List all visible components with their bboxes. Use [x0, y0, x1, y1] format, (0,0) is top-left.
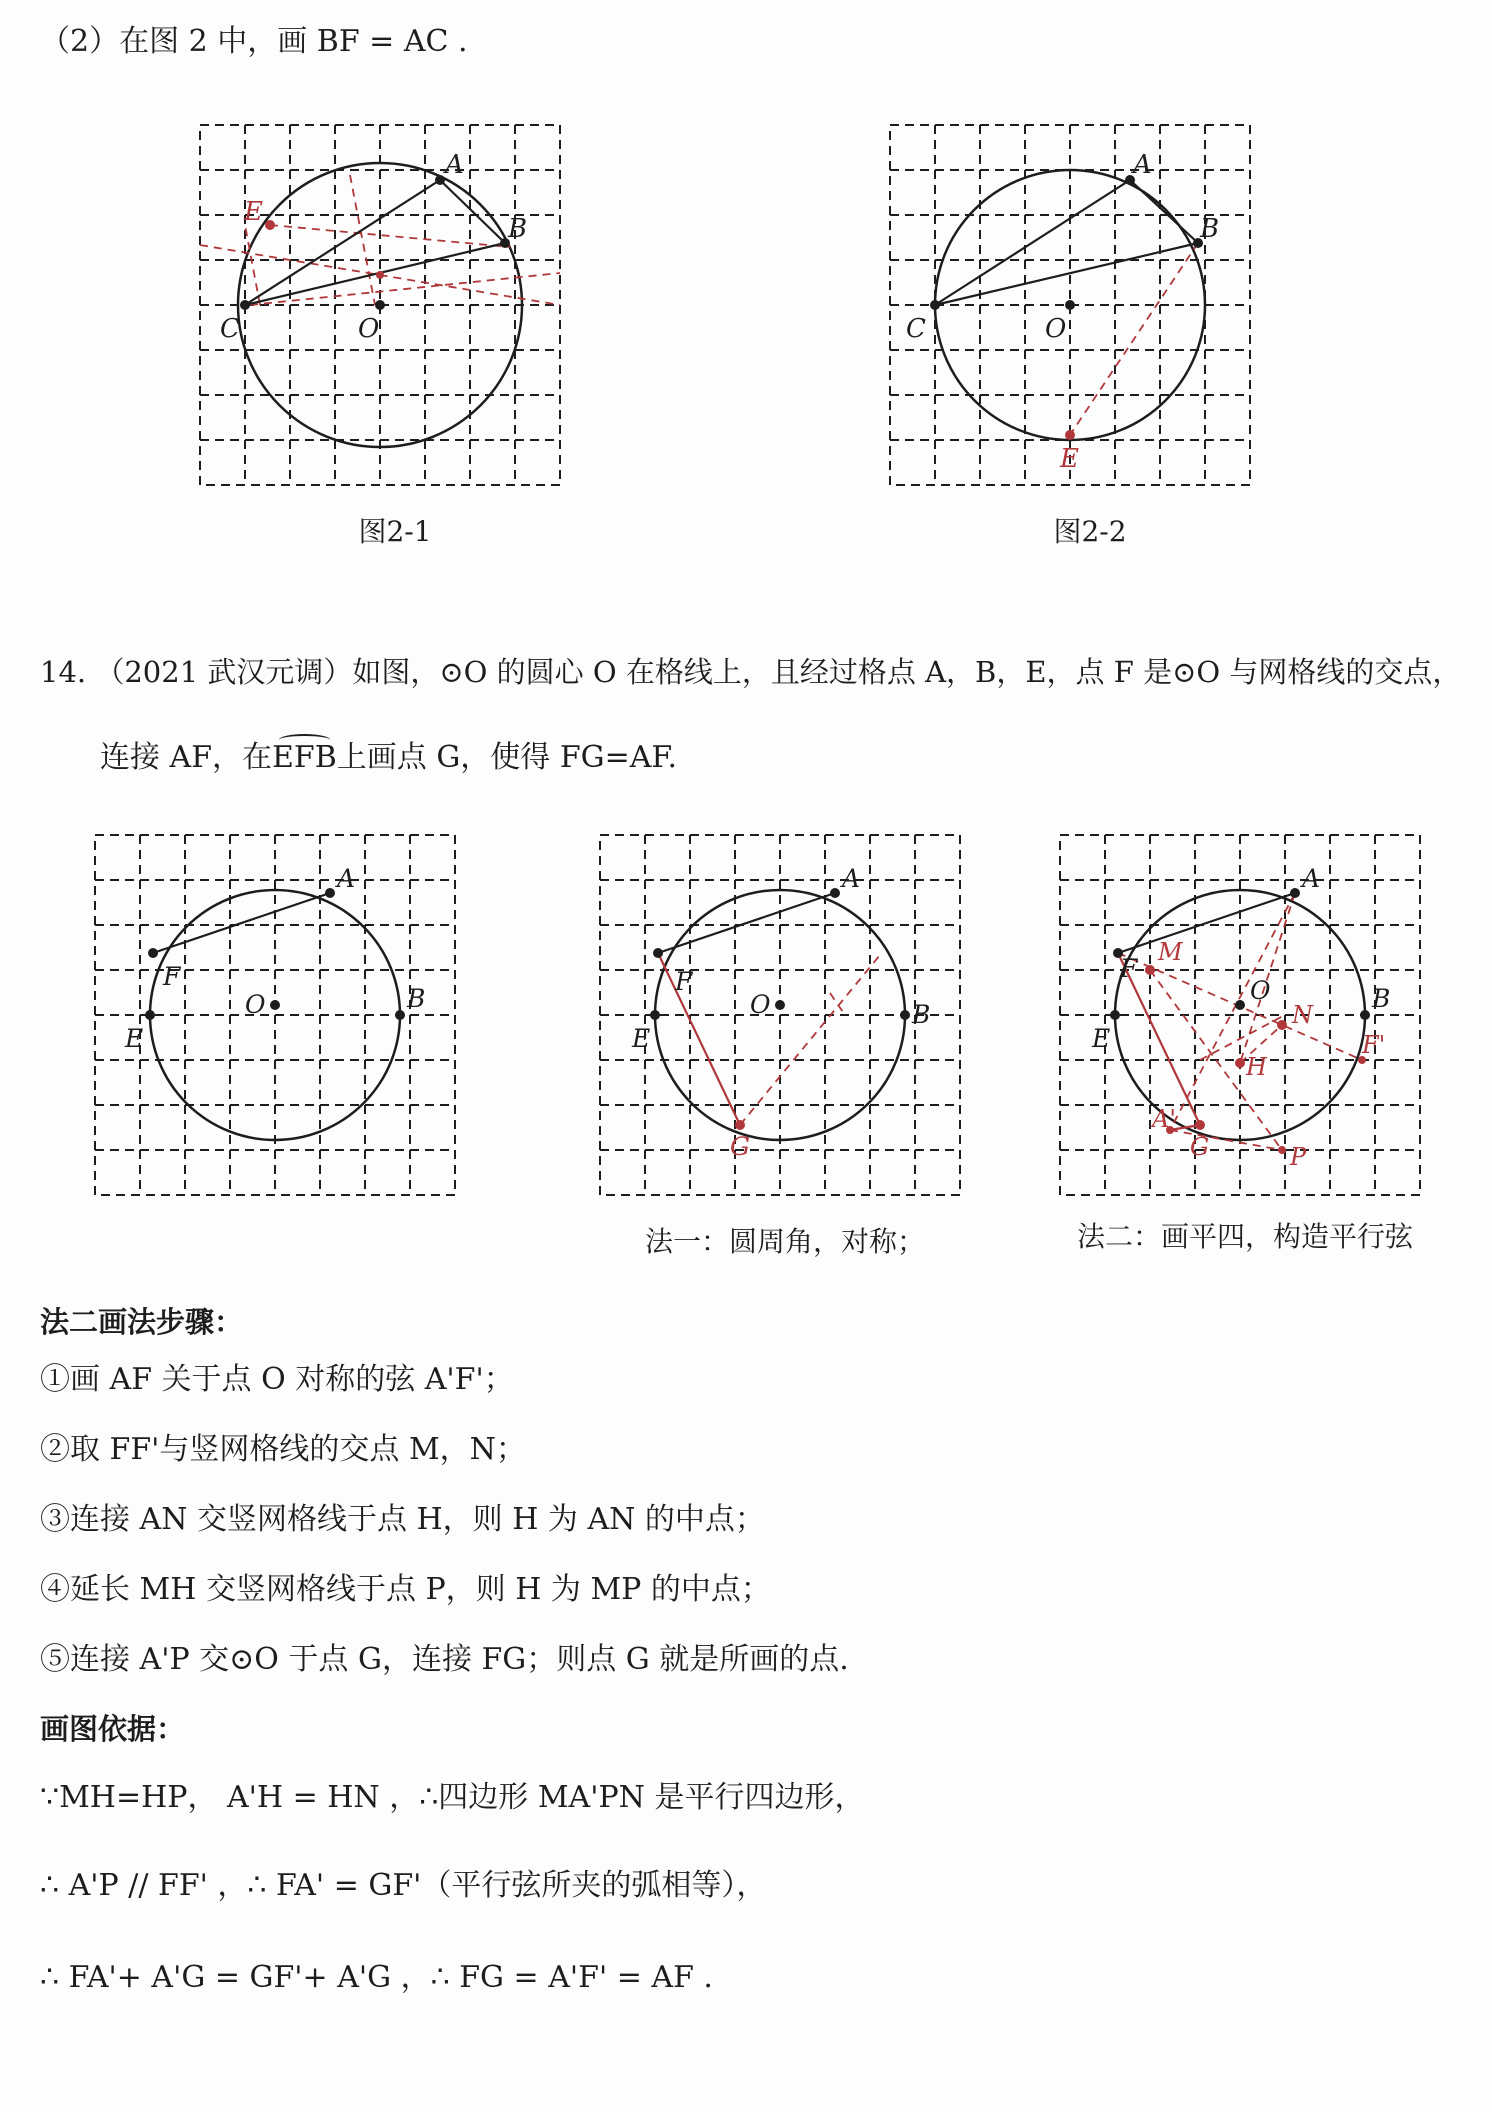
svg-text:O: O	[1045, 314, 1067, 344]
svg-text:O: O	[245, 990, 266, 1019]
figure-14-method1	[590, 825, 980, 1205]
svg-text:M: M	[1158, 938, 1183, 966]
svg-text:G: G	[1190, 1133, 1210, 1161]
problem14-line2-post: 上画点 G，使得 FG=AF.	[336, 740, 678, 775]
red-bf-line	[1070, 243, 1198, 435]
svg-text:F: F	[163, 962, 181, 991]
fig2-1-caption: 图2-1	[358, 515, 432, 548]
svg-text:O: O	[750, 990, 771, 1019]
svg-text:B: B	[912, 1000, 931, 1029]
svg-text:E: E	[1092, 1024, 1111, 1053]
chord-af	[153, 893, 330, 953]
svg-text:A: A	[1133, 150, 1152, 180]
method2-heading: 法二画法步骤：	[40, 1305, 244, 1339]
svg-text:E: E	[125, 1024, 144, 1053]
basis-line-2: ∴ A'P // FF' ，∴ FA' = GF'（平行弦所夹的弧相等），	[40, 1868, 767, 1903]
label-b: B	[508, 214, 528, 244]
svg-text:F: F	[675, 967, 693, 996]
chords	[935, 180, 1198, 305]
method2-step-2: ②取 FF'与竖网格线的交点 M，N；	[40, 1432, 526, 1467]
label-c: C	[220, 314, 240, 344]
method2-step-4: ④延长 MH 交竖网格线于点 P，则 H 为 MP 的中点；	[40, 1572, 771, 1607]
svg-text:B: B	[1372, 984, 1391, 1013]
svg-text:P: P	[1290, 1143, 1307, 1171]
svg-text:A: A	[337, 864, 356, 893]
figure-2-1	[190, 115, 580, 495]
figure-14-method2	[1050, 825, 1440, 1205]
problem14-line2	[100, 740, 677, 776]
fig14-method2-caption: 法二：画平四，构造平行弦	[1076, 1220, 1414, 1253]
problem14-line1: 14. （2021 武汉元调）如图，⊙O 的圆心 O 在格线上，且经过格点 A，B，E，点 F 是⊙O 与网格线的交点，	[40, 655, 1462, 689]
fig2-2-caption: 图2-2	[1053, 515, 1127, 548]
svg-text:A: A	[1302, 864, 1321, 893]
part2-title: （2）在图 2 中，画 BF = AC .	[40, 24, 468, 59]
basis-line-1: ∵MH=HP， A'H = HN ，∴四边形 MA'PN 是平行四边形，	[40, 1780, 865, 1815]
svg-text:A': A'	[1152, 1105, 1176, 1133]
method2-step-1: ①画 AF 关于点 O 对称的弦 A'F'；	[40, 1362, 514, 1397]
svg-text:C: C	[906, 314, 926, 344]
method2-step-3: ③连接 AN 交竖网格线于点 H，则 H 为 AN 的中点；	[40, 1502, 765, 1537]
fig14-method1-caption: 法一：圆周角，对称；	[644, 1225, 926, 1258]
problem14-line2-pre: 连接 AF，在	[100, 740, 273, 775]
svg-text:O: O	[1250, 976, 1271, 1005]
svg-text:A: A	[842, 864, 861, 893]
svg-text:E: E	[632, 1024, 651, 1053]
svg-text:F': F'	[1362, 1031, 1386, 1059]
figure-2-2	[880, 115, 1270, 495]
svg-text:F: F	[1120, 954, 1138, 983]
label-o: O	[358, 314, 380, 344]
basis-line-3: ∴ FA'+ A'G = GF'+ A'G ，∴ FG = A'F' = AF .	[40, 1960, 713, 1995]
svg-text:N: N	[1292, 1001, 1313, 1029]
basis-heading: 画图依据：	[40, 1712, 186, 1746]
svg-text:G: G	[730, 1132, 750, 1161]
svg-text:E: E	[1060, 444, 1079, 474]
svg-text:H: H	[1246, 1053, 1267, 1081]
method2-step-5: ⑤连接 A'P 交⊙O 于点 G，连接 FG；则点 G 就是所画的点.	[40, 1642, 849, 1677]
arc-efb: EFB	[272, 740, 337, 775]
svg-text:B: B	[407, 984, 426, 1013]
label-a: A	[445, 150, 464, 180]
svg-text:B: B	[1200, 214, 1220, 244]
label-e: E	[244, 197, 263, 227]
figure-14	[85, 825, 475, 1205]
